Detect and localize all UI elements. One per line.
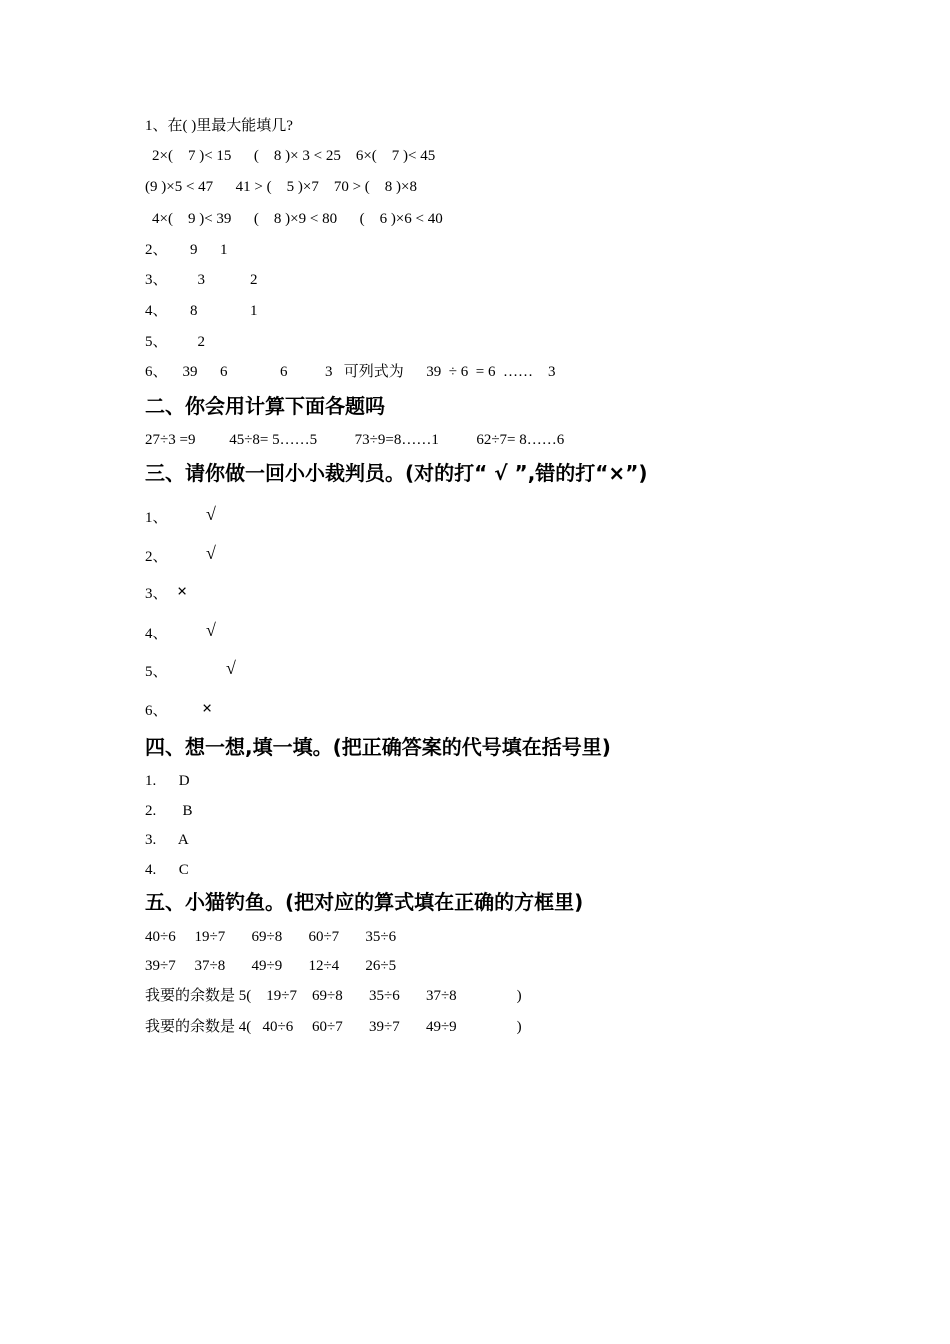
answer-item-2: 2、 9 1	[145, 242, 228, 258]
judge-item-4-number: 4、	[145, 626, 168, 642]
answer-item-3: 3、 3 2	[145, 272, 258, 288]
answer-item-5: 5、 2	[145, 334, 206, 350]
section-4-heading: 四、想一想,填一填。(把正确答案的代号填在括号里)	[145, 735, 611, 759]
check-mark-icon: √	[206, 504, 216, 524]
cross-mark-icon: ×	[177, 581, 188, 601]
judge-item-3-number: 3、	[145, 586, 168, 602]
check-mark-icon: √	[206, 620, 216, 640]
question-1-row-2: (9 )×5 < 47 41 > ( 5 )×7 70 > ( 8 )×8	[145, 179, 417, 195]
judge-item-2-number: 2、	[145, 549, 168, 565]
choice-item-3: 3. A	[145, 832, 189, 848]
judge-item-1-number: 1、	[145, 510, 168, 526]
remainder-5-answer: 我要的余数是 5( 19÷7 69÷8 35÷6 37÷8 )	[145, 988, 522, 1004]
judge-item-5-number: 5、	[145, 664, 168, 680]
check-mark-icon: √	[206, 543, 216, 563]
question-1-row-3: 4×( 9 )< 39 ( 8 )×9 < 80 ( 6 )×6 < 40	[152, 211, 443, 227]
remainder-4-answer: 我要的余数是 4( 40÷6 60÷7 39÷7 49÷9 )	[145, 1019, 522, 1035]
judge-item-6-number: 6、	[145, 703, 168, 719]
check-mark-icon: √	[226, 658, 236, 678]
choice-item-4: 4. C	[145, 862, 189, 878]
question-1-row-1: 2×( 7 )< 15 ( 8 )× 3 < 25 6×( 7 )< 45	[152, 148, 436, 164]
answer-item-6: 6、 39 6 6 3 可列式为 39 ÷ 6 = 6 …… 3	[145, 364, 556, 380]
question-1-title: 1、在( )里最大能填几?	[145, 118, 293, 134]
choice-item-2: 2. B	[145, 803, 193, 819]
section-5-heading: 五、小猫钓鱼。(把对应的算式填在正确的方框里)	[145, 890, 584, 914]
expression-row-1: 40÷6 19÷7 69÷8 60÷7 35÷6	[145, 929, 397, 945]
expression-row-2: 39÷7 37÷8 49÷9 12÷4 26÷5	[145, 958, 397, 974]
cross-mark-icon: ×	[202, 698, 213, 718]
section-3-heading: 三、请你做一回小小裁判员。(对的打“ √ ”,错的打“×”)	[145, 461, 648, 485]
section-2-answers: 27÷3 =9 45÷8= 5……5 73÷9=8……1 62÷7= 8……6	[145, 432, 565, 448]
section-2-heading: 二、你会用计算下面各题吗	[145, 394, 385, 418]
answer-item-4: 4、 8 1	[145, 303, 258, 319]
choice-item-1: 1. D	[145, 773, 190, 789]
